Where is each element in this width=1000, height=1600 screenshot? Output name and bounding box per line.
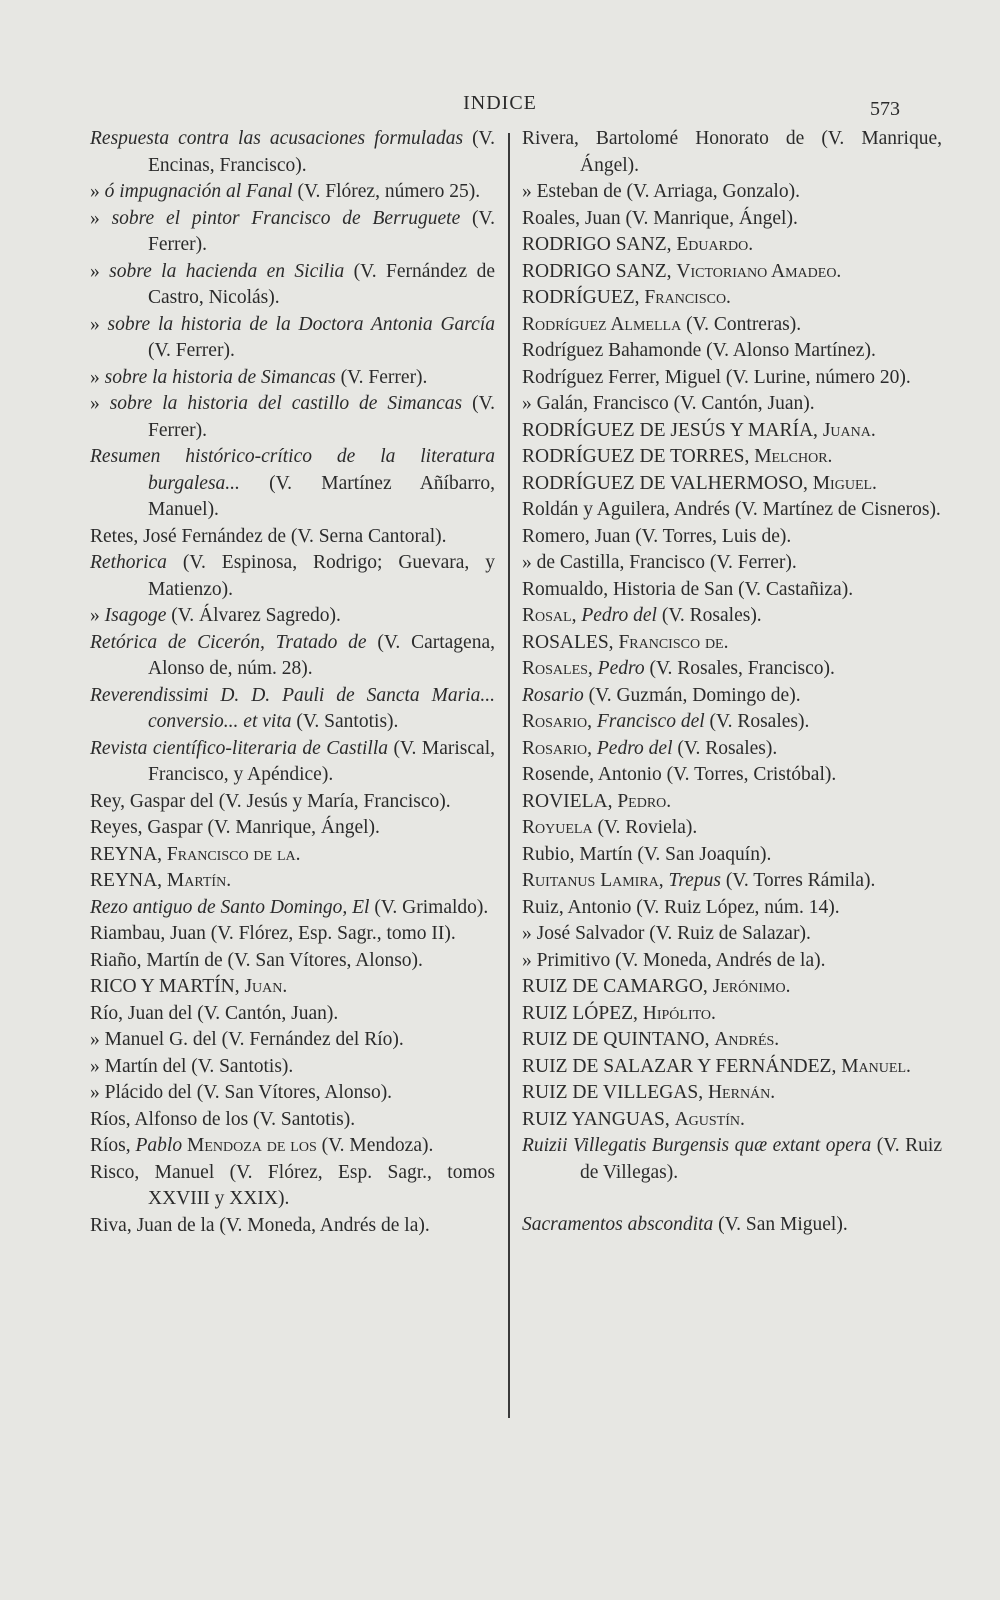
index-entry-text: »: [90, 313, 108, 335]
index-entry: [90, 365, 495, 392]
index-entry: [522, 656, 942, 683]
index-entry-text: Rosario: [522, 684, 584, 706]
index-entry-text: Retórica de Cicerón, Tratado de: [90, 631, 367, 653]
index-entry-text: (V. Flórez, número 25).: [292, 181, 481, 202]
index-entry-text: » de Castilla, Francisco (V. Ferrer).: [522, 552, 797, 573]
index-entry: [90, 974, 495, 1001]
index-entry-text: Riva, Juan de la (V. Moneda, Andrés de la).: [90, 1214, 430, 1236]
index-entry-text: sobre la historia de Simancas: [104, 366, 336, 388]
index-entry-text: RICO Y MARTÍN,: [90, 976, 245, 997]
index-entry-text: RUIZ DE CAMARGO,: [522, 976, 713, 997]
index-entry-text: Roales, Juan (V. Manrique, Ángel).: [522, 207, 798, 229]
index-entry: [522, 683, 942, 710]
index-entry: [90, 948, 495, 975]
index-entry-text: Ruizii Villegatis Burgensis quæ extant opera: [522, 1135, 872, 1156]
index-entry-text: (V. Torres Rámila).: [720, 870, 876, 891]
index-entry: [522, 312, 942, 339]
index-entry: [522, 418, 942, 445]
index-entry-text: (V. Roviela).: [592, 817, 698, 838]
index-entry-text: (V. Ruiz de Villegas).: [580, 1135, 942, 1183]
index-entry: [90, 391, 495, 444]
index-entry-text: Jerónimo.: [712, 976, 791, 997]
index-entry-text: Melchor.: [754, 446, 833, 467]
index-entry-text: RODRÍGUEZ,: [522, 287, 645, 308]
index-entry: [522, 1212, 942, 1239]
index-entry-text: (V. Ferrer).: [335, 366, 428, 388]
index-entry-text: (V. Contreras).: [681, 313, 802, 335]
index-entry: [90, 921, 495, 948]
index-entry: [522, 1001, 942, 1028]
index-entry: [90, 259, 495, 312]
index-entry: [90, 1001, 495, 1028]
index-entry-text: Rosal,: [522, 605, 577, 626]
index-entry: [522, 789, 942, 816]
index-entry: [522, 630, 942, 657]
index-entry: [90, 444, 495, 524]
index-entry-text: Agustín.: [674, 1108, 745, 1130]
index-entry-text: Risco, Manuel (V. Flórez, Esp. Sagr., tomos XXVIII y XXIX).: [90, 1161, 495, 1209]
index-entry: [522, 709, 942, 736]
index-entry: [90, 1107, 495, 1134]
index-entry-text: (V. Álvarez Sagredo).: [166, 605, 341, 626]
index-entry-text: Trepus: [668, 870, 721, 891]
index-entry-text: Ríos, Alfonso de los (V. Santotis).: [90, 1108, 356, 1130]
index-entry-text: »: [90, 260, 110, 282]
index-entry: [90, 603, 495, 630]
index-entry: [90, 1027, 495, 1054]
index-entry-text: sobre la hacienda en Sicilia: [109, 260, 345, 282]
index-entry: [90, 179, 495, 206]
index-entry-text: »: [90, 181, 105, 202]
index-entry-text: Juan.: [244, 976, 288, 997]
index-entry-text: Victoriano Amadeo.: [676, 260, 842, 282]
index-entry-text: sobre la historia de la Doctora Antonia García: [107, 313, 495, 335]
index-entry-text: » Primitivo (V. Moneda, Andrés de la).: [522, 949, 826, 971]
index-entry-text: (V. Rosales).: [672, 737, 778, 759]
index-entry-text: » Plácido del (V. San Vítores, Alonso).: [90, 1082, 393, 1103]
index-entry-text: Pedro: [597, 658, 645, 679]
index-column-left: [90, 126, 495, 1239]
index-entry-text: »: [90, 393, 110, 414]
index-entry: [522, 550, 942, 577]
index-entry-text: (V. Ferrer).: [148, 340, 235, 361]
index-entry-text: Ruiz, Antonio (V. Ruiz López, núm. 14).: [522, 896, 840, 918]
index-entry-text: (V. Fernández de Castro, Nicolás).: [148, 260, 495, 308]
index-entry-text: Eduardo.: [676, 234, 754, 255]
index-entry-text: (V. Rosales).: [704, 711, 810, 732]
index-entry-text: Francisco de la.: [166, 843, 301, 865]
index-entry-text: Resumen histórico-crítico de la literatura burgalesa...: [90, 446, 495, 494]
index-entry-text: Francisco del: [596, 711, 705, 732]
index-entry-text: Rosario,: [522, 711, 592, 732]
index-entry: [522, 921, 942, 948]
index-entry-text: Reverendissimi D. D. Pauli de Sancta Maria... conversio... et vita: [90, 684, 495, 732]
index-entry: [90, 312, 495, 365]
index-entry-text: (V. Encinas, Francisco).: [148, 128, 496, 176]
index-entry-text: Francisco.: [644, 287, 731, 308]
index-entry-text: Rosende, Antonio (V. Torres, Cristóbal).: [522, 764, 837, 785]
index-entry: [522, 206, 942, 233]
index-entry-text: Roldán y Aguilera, Andrés (V. Martínez de Cisneros).: [522, 499, 941, 520]
index-entry: [522, 1107, 942, 1134]
index-entry-text: Retes, José Fernández de (V. Serna Cantoral).: [90, 525, 447, 547]
index-entry: [522, 232, 942, 259]
index-entry-text: » Galán, Francisco (V. Cantón, Juan).: [522, 393, 815, 414]
index-entry: [522, 603, 942, 630]
index-entry-text: Revista científico-literaria de Castilla: [90, 737, 389, 759]
index-entry: [90, 895, 495, 922]
index-entry: [90, 524, 495, 551]
index-entry-text: (V. San Miguel).: [713, 1214, 848, 1235]
index-entry: [90, 815, 495, 842]
index-entry-text: Andrés.: [714, 1029, 780, 1050]
index-entry: [90, 842, 495, 869]
index-entry-text: Rey, Gaspar del (V. Jesús y María, Francisco).: [90, 790, 451, 812]
index-entry-text: Ruitanus Lamira,: [522, 870, 664, 891]
index-entry: [522, 868, 942, 895]
index-entry-text: Reyes, Gaspar (V. Manrique, Ángel).: [90, 817, 380, 838]
index-entry-text: Hipólito.: [642, 1002, 716, 1024]
index-entry-text: Romualdo, Historia de San (V. Castañiza).: [522, 578, 854, 600]
index-entry-text: RODRÍGUEZ DE VALHERMOSO,: [522, 472, 813, 494]
index-entry: [522, 365, 942, 392]
index-entry-text: (V. Mendoza).: [316, 1135, 434, 1156]
index-entry-text: Rodríguez Almella: [522, 313, 682, 335]
index-entry-text: Río, Juan del (V. Cantón, Juan).: [90, 1002, 339, 1024]
index-entry-text: Riambau, Juan (V. Flórez, Esp. Sagr., tomo II).: [90, 923, 456, 944]
index-entry-text: RUIZ DE VILLEGAS,: [522, 1082, 708, 1103]
index-entry: [522, 497, 942, 524]
index-entry: [90, 1054, 495, 1081]
index-entry-text: Pedro del: [596, 737, 673, 759]
index-entry: [90, 1133, 495, 1160]
index-entry: [522, 471, 942, 498]
index-entry-text: Hernán.: [707, 1082, 776, 1103]
index-entry-text: Isagoge: [104, 605, 167, 626]
index-entry-text: Miguel.: [812, 472, 877, 494]
index-entry-text: Rosario,: [522, 737, 592, 759]
index-entry: [90, 1160, 495, 1213]
index-entry-text: Sacramentos absconditа: [522, 1214, 714, 1235]
index-entry-text: ó impugnación al Fanal: [104, 181, 293, 202]
index-entry-text: RUIZ LÓPEZ,: [522, 1002, 643, 1024]
index-entry-text: (V. Ferrer).: [148, 393, 496, 441]
index-entry-text: Respuesta contra las acusaciones formuladas: [90, 128, 464, 149]
index-entry-text: (V. Ferrer).: [148, 207, 495, 255]
index-entry-text: RODRIGO SANZ,: [522, 234, 677, 255]
index-entry: [522, 259, 942, 286]
index-entry-text: (V. Santotis).: [291, 711, 399, 732]
index-entry: [522, 1080, 942, 1107]
index-entry-text: (V. Cartagena, Alonso de, núm. 28).: [148, 631, 495, 679]
index-entry-text: Romero, Juan (V. Torres, Luis de).: [522, 525, 792, 547]
index-entry: [522, 974, 942, 1001]
index-entry: [522, 842, 942, 869]
index-entry: [522, 179, 942, 206]
index-entry-text: ROVIELA,: [522, 790, 618, 812]
index-entry-text: » Manuel G. del (V. Fernández del Río).: [90, 1029, 404, 1050]
index-entry: [522, 391, 942, 418]
index-entry: [522, 1027, 942, 1054]
index-entry-text: (V. Grimaldo).: [369, 896, 489, 918]
index-entry-text: RODRIGO SANZ,: [522, 260, 677, 282]
index-entry-text: Rodríguez Bahamonde (V. Alonso Martínez).: [522, 340, 876, 361]
index-entry: [90, 789, 495, 816]
index-entry-text: »: [90, 207, 112, 229]
index-entry-text: Francisco de.: [618, 631, 729, 653]
index-entry: [522, 577, 942, 604]
index-entry: [90, 206, 495, 259]
index-entry: [522, 338, 942, 365]
index-entry-text: Rethorica: [90, 552, 167, 573]
index-entry: [522, 895, 942, 922]
index-entry-text: » Martín del (V. Santotis).: [90, 1055, 294, 1077]
index-entry-text: REYNA,: [90, 870, 167, 891]
index-entry: [90, 630, 495, 683]
index-entry-text: (V. Rosales, Francisco).: [644, 658, 835, 679]
index-entry-text: Rubio, Martín (V. San Joaquín).: [522, 843, 772, 865]
index-entry: [522, 126, 942, 179]
index-entry-text: Manuel.: [841, 1055, 911, 1077]
column-divider: [508, 133, 510, 1418]
index-entry: [90, 1213, 495, 1240]
index-column-right: [522, 126, 942, 1239]
index-entry: [522, 736, 942, 763]
index-entry-text: (V. Guzmán, Domingo de).: [583, 684, 801, 706]
index-entry: [90, 683, 495, 736]
index-entry-text: Juana.: [822, 419, 876, 441]
index-entry: [90, 736, 495, 789]
index-entry-text: Martín.: [166, 870, 232, 891]
index-entry-text: Ríos,: [90, 1135, 136, 1156]
index-entry-text: Royuela: [522, 817, 593, 838]
index-entry-text: RUIZ YANGUAS,: [522, 1108, 675, 1130]
index-entry-text: ROSALES,: [522, 631, 619, 653]
index-entry-text: RUIZ DE SALAZAR Y FERNÁNDEZ,: [522, 1055, 842, 1077]
index-entry-text: »: [90, 605, 105, 626]
index-entry: [522, 1133, 942, 1186]
index-entry-text: Rodríguez Ferrer, Miguel (V. Lurine, número 20).: [522, 366, 911, 388]
index-entry-text: Rivera, Bartolomé Honorato de (V. Manrique, Ángel).: [522, 128, 942, 176]
index-entry-text: (V. Rosales).: [656, 605, 762, 626]
index-entry-text: Rezo antiguo de Santo Domingo, El: [90, 896, 370, 918]
index-entry: [522, 1054, 942, 1081]
index-entry-text: RODRÍGUEZ DE JESÚS Y MARÍA,: [522, 419, 823, 441]
index-entry: [522, 444, 942, 471]
index-entry-text: sobre la historia del castillo de Simancas: [109, 393, 463, 414]
index-entry-text: Pablo: [135, 1135, 183, 1156]
index-entry: [522, 948, 942, 975]
index-entry-text: Riaño, Martín de (V. San Vítores, Alonso).: [90, 949, 423, 971]
index-entry: [90, 1080, 495, 1107]
index-entry-text: Mendoza de los: [186, 1135, 317, 1156]
index-entry: [90, 550, 495, 603]
page-number: 573: [870, 98, 900, 120]
index-entry-text: » Esteban de (V. Arriaga, Gonzalo).: [522, 181, 800, 202]
index-entry-text: RODRÍGUEZ DE TORRES,: [522, 446, 755, 467]
index-entry: [90, 126, 495, 179]
index-entry: [522, 762, 942, 789]
index-entry-text: Rosales,: [522, 658, 593, 679]
index-entry-text: Pedro del: [581, 605, 657, 626]
index-entry-text: » José Salvador (V. Ruiz de Salazar).: [522, 923, 811, 944]
page-header-title: INDICE: [463, 92, 537, 114]
index-entry-text: Pedro.: [617, 790, 672, 812]
index-entry-text: (V. Espinosa, Rodrigo; Guevara, y Matienzo).: [148, 552, 495, 600]
index-entry-text: »: [90, 366, 105, 388]
index-entry-text: RUIZ DE QUINTANO,: [522, 1029, 715, 1050]
index-entry-text: (V. Martínez Añíbarro, Manuel).: [148, 472, 495, 520]
index-entry-text: (V. Mariscal, Francisco, y Apéndice).: [148, 737, 495, 785]
index-entry-text: sobre el pintor Francisco de Berruguete: [111, 207, 461, 229]
index-entry-text: REYNA,: [90, 843, 167, 865]
index-entry: [522, 285, 942, 312]
index-entry: [90, 868, 495, 895]
index-entry: [522, 524, 942, 551]
index-entry: [522, 815, 942, 842]
